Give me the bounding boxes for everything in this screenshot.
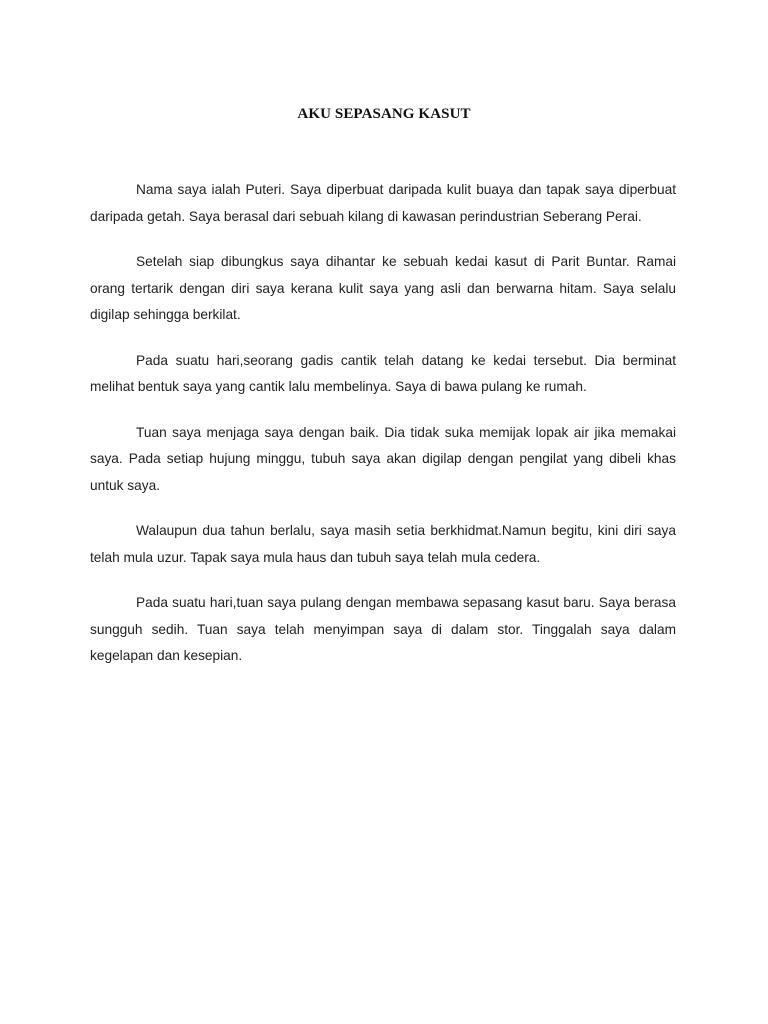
paragraph-4: Tuan saya menjaga saya dengan baik. Dia tidak suka memijak lopak air jika memakai saya. Pada setiap hujung minggu, tubuh saya akan digilap dengan pengilat yang dibeli khas untuk saya. bbox=[90, 424, 676, 493]
paragraph-2: Setelah siap dibungkus saya dihantar ke sebuah kedai kasut di Parit Buntar. Ramai orang tertarik dengan diri saya kerana kulit saya yang asli dan berwarna hitam. Saya selalu digilap sehingga berkilat. bbox=[90, 254, 676, 322]
document-title: AKU SEPASANG KASUT bbox=[297, 106, 471, 122]
paragraph-1: Nama saya ialah Puteri. Saya diperbuat daripada kulit buaya dan tapak saya diperbuat daripada getah. Saya berasal dari sebuah kilang di kawasan perindustrian Seberang Perai. bbox=[90, 182, 676, 224]
document-body bbox=[90, 177, 676, 689]
paragraph-5: Walaupun dua tahun berlalu, saya masih setia berkhidmat.Namun begitu, kini diri saya telah mula uzur. Tapak saya mula haus dan tubuh saya telah mula cedera. bbox=[90, 523, 676, 565]
paragraph-6: Pada suatu hari,tuan saya pulang dengan membawa sepasang kasut baru. Saya berasa sungguh sedih. Tuan saya telah menyimpan saya di dalam stor. Tinggalah saya dalam kegelapan dan kesepian. bbox=[90, 595, 676, 663]
paragraph-3: Pada suatu hari,seorang gadis cantik telah datang ke kedai tersebut. Dia berminat melihat bentuk saya yang cantik lalu membelinya. Saya di bawa pulang ke rumah. bbox=[90, 352, 676, 394]
